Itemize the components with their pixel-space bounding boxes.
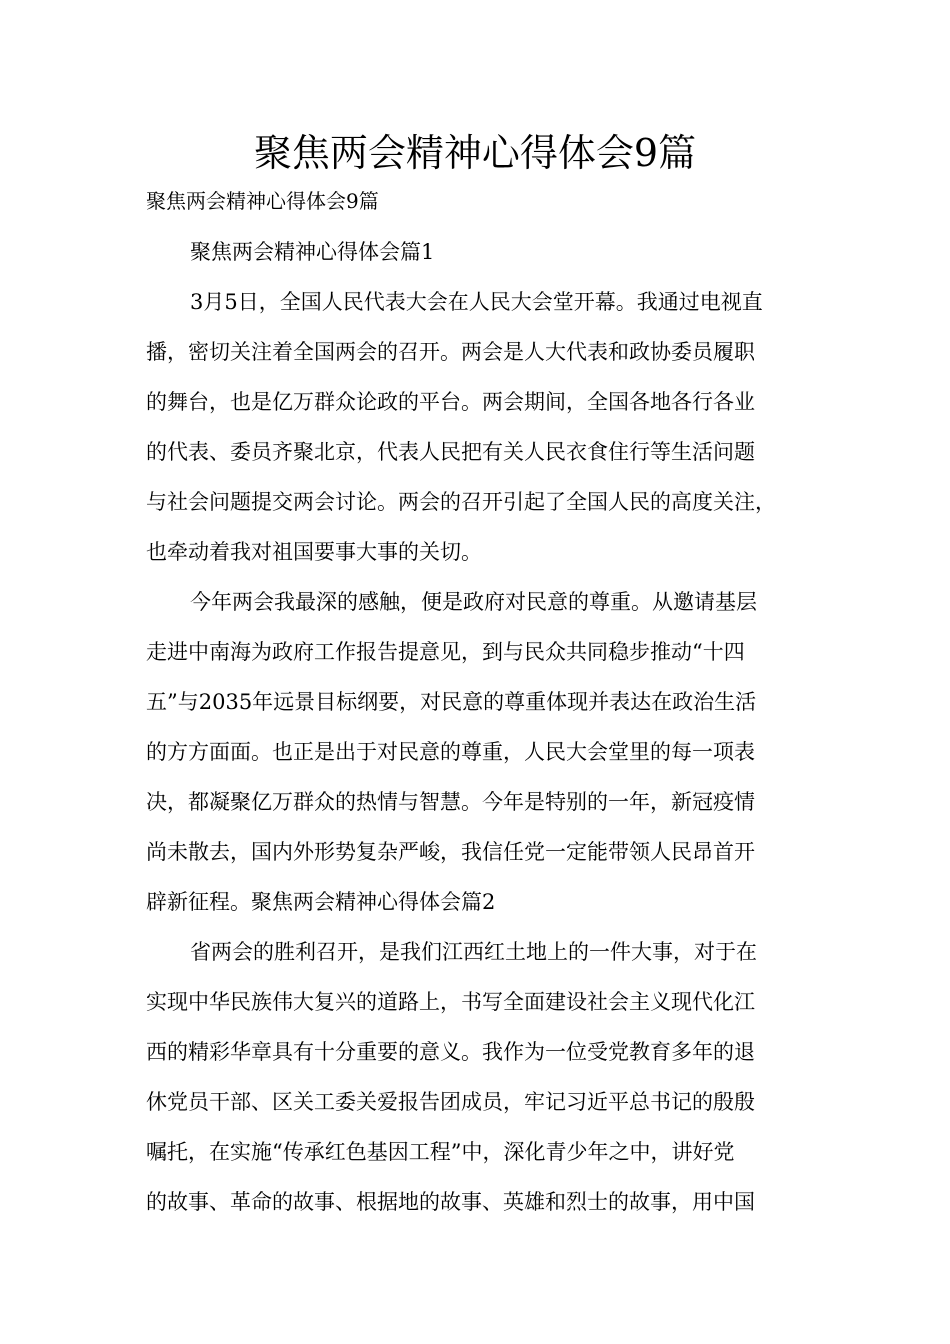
paragraph-line: 嘱托，在实施“传承红色基因工程”中，深化青少年之中，讲好党 (146, 1140, 735, 1164)
paragraph-line: 决，都凝聚亿万群众的热情与智慧。今年是特别的一年，新冠疫情 (146, 790, 755, 814)
paragraph-line: 实现中华民族伟大复兴的道路上，书写全面建设社会主义现代化江 (146, 990, 755, 1014)
paragraph-line: 五”与2035年远景目标纲要，对民意的尊重体现并表达在政治生活 (146, 690, 757, 714)
section-heading-1: 聚焦两会精神心得体会篇1 (190, 240, 435, 264)
paragraph-line: 与社会问题提交两会讨论。两会的召开引起了全国人民的高度关注， (146, 490, 776, 514)
paragraph-line: 尚未散去，国内外形势复杂严峻，我信任党一定能带领人民昂首开 (146, 840, 755, 864)
paragraph-line: 今年两会我最深的感触，便是政府对民意的尊重。从邀请基层 (190, 590, 757, 614)
paragraph-line: 的舞台，也是亿万群众论政的平台。两会期间，全国各地各行各业 (146, 390, 755, 414)
paragraph-line: 的故事、革命的故事、根据地的故事、英雄和烈士的故事，用中国 (146, 1190, 755, 1214)
paragraph-line: 也牵动着我对祖国要事大事的关切。 (146, 540, 482, 564)
paragraph-line: 3月5日，全国人民代表大会在人民大会堂开幕。我通过电视直 (190, 290, 763, 314)
paragraph-line: 省两会的胜利召开，是我们江西红土地上的一件大事，对于在 (190, 940, 757, 964)
paragraph-line: 辟新征程。聚焦两会精神心得体会篇2 (146, 890, 496, 914)
document-subtitle: 聚焦两会精神心得体会9篇 (146, 189, 379, 213)
paragraph-line: 走进中南海为政府工作报告提意见，到与民众共同稳步推动“十四 (146, 640, 745, 664)
paragraph-line: 播，密切关注着全国两会的召开。两会是人大代表和政协委员履职 (146, 340, 755, 364)
paragraph-line: 休党员干部、区关工委关爱报告团成员，牢记习近平总书记的殷殷 (146, 1090, 755, 1114)
paragraph-line: 西的精彩华章具有十分重要的意义。我作为一位受党教育多年的退 (146, 1040, 755, 1064)
document-title: 聚焦两会精神心得体会9篇 (253, 131, 697, 175)
paragraph-line: 的代表、委员齐聚北京，代表人民把有关人民衣食住行等生活问题 (146, 440, 755, 464)
paragraph-line: 的方方面面。也正是出于对民意的尊重，人民大会堂里的每一项表 (146, 740, 755, 764)
